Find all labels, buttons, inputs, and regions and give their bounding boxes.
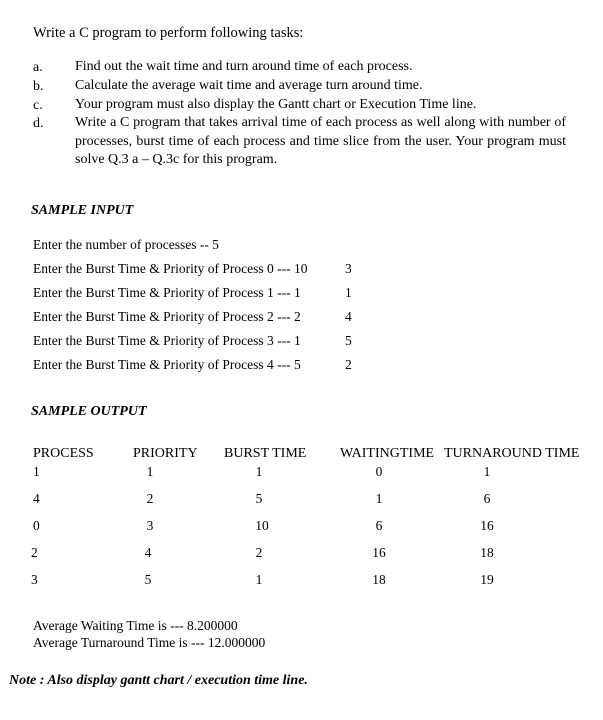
task-text: Write a C program that takes arrival time of each process as well along with number of processes, burst time of each process and time slice from the user. Your program must solve Q.3 a – Q.3c for this program. bbox=[75, 115, 566, 167]
burst-input-line: Enter the Burst Time & Priority of Process 1 --- 1 bbox=[33, 285, 301, 300]
table-cell: 4 bbox=[144, 545, 152, 560]
table-cell: 5 bbox=[144, 572, 152, 587]
table-cell: 1 bbox=[146, 464, 154, 479]
note-text: Note : Also display gantt chart / execution time line. bbox=[9, 673, 308, 688]
table-cell: 2 bbox=[146, 491, 154, 506]
table-cell: 4 bbox=[33, 491, 40, 506]
task-letter: a. bbox=[33, 60, 43, 75]
priority-input-value: 2 bbox=[345, 357, 352, 372]
burst-input-line: Enter the Burst Time & Priority of Process 2 --- 2 bbox=[33, 309, 301, 324]
table-cell: 16 bbox=[372, 545, 386, 560]
column-header: PROCESS bbox=[33, 446, 94, 461]
table-cell: 2 bbox=[31, 545, 38, 560]
burst-input-line: Enter the Burst Time & Priority of Process 0 --- 10 bbox=[33, 261, 308, 276]
intro-text: Write a C program to perform following tasks: bbox=[33, 25, 304, 41]
average-turnaround-time: Average Turnaround Time is --- 12.000000 bbox=[33, 635, 266, 650]
table-cell: 3 bbox=[146, 518, 154, 533]
table-cell: 18 bbox=[480, 545, 494, 560]
priority-input-value: 5 bbox=[345, 333, 352, 348]
table-cell: 1 bbox=[255, 572, 263, 587]
task-letter: d. bbox=[33, 116, 44, 131]
table-cell: 6 bbox=[483, 491, 491, 506]
priority-input-value: 3 bbox=[345, 261, 352, 276]
column-header: PRIORITY bbox=[133, 446, 198, 461]
burst-input-line: Enter the Burst Time & Priority of Process 3 --- 1 bbox=[33, 333, 301, 348]
sample-input-heading: SAMPLE INPUT bbox=[31, 203, 134, 218]
table-cell: 16 bbox=[480, 518, 494, 533]
table-cell: 18 bbox=[372, 572, 386, 587]
priority-input-value: 1 bbox=[345, 285, 352, 300]
priority-input-value: 4 bbox=[345, 309, 352, 324]
table-cell: 10 bbox=[255, 518, 269, 533]
table-cell: 6 bbox=[375, 518, 383, 533]
table-cell: 1 bbox=[255, 464, 263, 479]
table-cell: 0 bbox=[375, 464, 383, 479]
table-cell: 2 bbox=[255, 545, 263, 560]
column-header: WAITINGTIME bbox=[340, 446, 435, 461]
task-letter: c. bbox=[33, 98, 43, 113]
table-cell: 3 bbox=[31, 572, 38, 587]
process-count-line: Enter the number of processes -- 5 bbox=[33, 237, 219, 252]
table-cell: 5 bbox=[255, 491, 263, 506]
average-waiting-time: Average Waiting Time is --- 8.200000 bbox=[33, 618, 238, 633]
column-header: BURST TIME bbox=[224, 446, 307, 461]
task-text: Your program must also display the Gantt chart or Execution Time line. bbox=[75, 97, 477, 112]
column-header: TURNAROUND TIME bbox=[444, 446, 580, 461]
task-letter: b. bbox=[33, 79, 44, 94]
table-cell: 19 bbox=[480, 572, 494, 587]
table-cell: 1 bbox=[483, 464, 491, 479]
table-cell: 1 bbox=[375, 491, 383, 506]
task-text: Find out the wait time and turn around time of each process. bbox=[75, 59, 413, 74]
burst-input-line: Enter the Burst Time & Priority of Process 4 --- 5 bbox=[33, 357, 301, 372]
table-cell: 1 bbox=[33, 464, 40, 479]
table-cell: 0 bbox=[33, 518, 40, 533]
task-text: Calculate the average wait time and average turn around time. bbox=[75, 78, 423, 93]
sample-output-heading: SAMPLE OUTPUT bbox=[31, 404, 147, 419]
